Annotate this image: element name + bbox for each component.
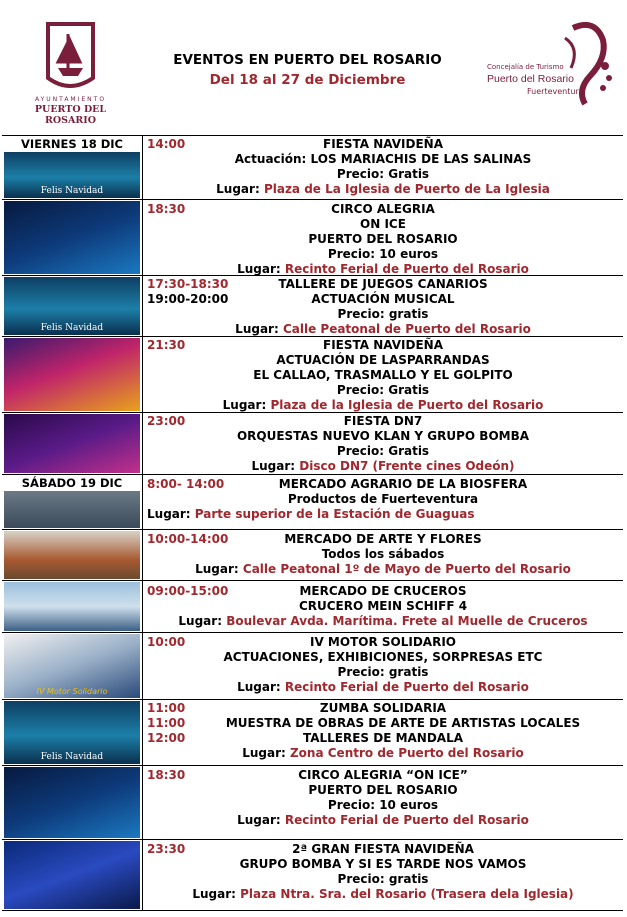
event-title: FIESTA DN7 xyxy=(343,414,423,428)
event-line: GRUPO BOMBA Y SI ES TARDE NOS VAMOS xyxy=(239,857,527,871)
event-details xyxy=(143,766,623,839)
event-time: 14:00 xyxy=(147,137,186,151)
table-row xyxy=(2,136,623,200)
event-line: EL CALLAO, TRASMALLO Y EL GOLPITO xyxy=(253,368,513,382)
location-value: Calle Peatonal 1º de Mayo de Puerto del Rosario xyxy=(242,562,571,576)
event-image-cell xyxy=(2,840,143,910)
event-location xyxy=(143,182,623,197)
thumb-caption: Felis Navidad xyxy=(40,323,104,333)
circus-poster-image xyxy=(4,201,140,274)
event-details xyxy=(143,530,623,580)
event-line: CRUCERO MEIN SCHIFF 4 xyxy=(298,599,468,613)
event-location xyxy=(143,746,623,761)
event-title: CIRCO ALEGRIA “ON ICE” xyxy=(298,768,468,782)
ayuntamiento-logo xyxy=(18,16,123,126)
event-location xyxy=(143,614,623,629)
table-row xyxy=(2,581,623,633)
location-label: Lugar: xyxy=(147,507,191,521)
turismo-line3: Fuerteventura xyxy=(527,87,584,96)
location-label: Lugar: xyxy=(237,262,281,276)
event-image-cell xyxy=(2,530,143,580)
table-row xyxy=(2,200,623,276)
event-price: Precio: Gratis xyxy=(336,167,430,181)
location-label: Lugar: xyxy=(195,562,239,576)
event-time: 23:30 xyxy=(147,842,186,856)
event-image-cell xyxy=(2,136,143,199)
thumb-caption: Felis Navidad xyxy=(40,186,104,196)
event-price: Precio: Gratis xyxy=(336,383,430,397)
event-details xyxy=(143,136,623,199)
event-time: 17:30-18:30 xyxy=(147,277,229,291)
event-line: Productos de Fuerteventura xyxy=(287,492,479,506)
event-details xyxy=(143,337,623,412)
location-label: Lugar: xyxy=(235,322,279,336)
event-time-2: 19:00-20:00 xyxy=(147,292,229,306)
event-time: 09:00-15:00 xyxy=(147,584,229,598)
event-line: ORQUESTAS NUEVO KLAN Y GRUPO BOMBA xyxy=(236,429,530,443)
event-details xyxy=(143,276,623,336)
table-row xyxy=(2,840,623,911)
event-time: 21:30 xyxy=(147,338,186,352)
event-title: FIESTA NAVIDEÑA xyxy=(323,338,443,352)
location-value: Recinto Ferial de Puerto del Rosario xyxy=(284,813,529,827)
location-value: Recinto Ferial de Puerto del Rosario xyxy=(284,262,529,276)
location-label: Lugar: xyxy=(251,459,296,473)
location-value: Calle Peatonal de Puerto del Rosario xyxy=(282,322,531,336)
motor-solidario-image xyxy=(4,634,140,698)
thumb-caption: IV Motor Solidario xyxy=(36,687,108,696)
event-line: Actuación: LOS MARIACHIS DE LAS SALINAS xyxy=(234,152,532,166)
location-label: Lugar: xyxy=(216,182,260,196)
event-title: ZUMBA SOLIDARIA xyxy=(319,701,447,715)
event-location xyxy=(143,459,623,474)
table-row xyxy=(2,413,623,475)
ship-emblem-icon xyxy=(18,16,123,96)
circus-poster-image xyxy=(4,767,140,838)
event-time: 18:30 xyxy=(147,768,186,782)
event-title: MERCADO DE ARTE Y FLORES xyxy=(284,532,482,546)
location-label: Lugar: xyxy=(222,398,267,412)
event-image-cell xyxy=(2,337,143,412)
event-line: ON ICE xyxy=(360,217,406,231)
turismo-line2: Puerto del Rosario xyxy=(487,73,574,85)
table-row xyxy=(2,337,623,413)
event-line: TALLERES DE MANDALA xyxy=(302,731,464,745)
table-row xyxy=(2,766,623,840)
thumb-caption: Felis Navidad xyxy=(40,752,104,762)
event-image-cell xyxy=(2,475,143,529)
location-value: Parte superior de la Estación de Guaguas xyxy=(194,507,475,521)
christmas-tree-image xyxy=(4,152,140,198)
event-location xyxy=(143,887,623,902)
event-details xyxy=(143,475,623,529)
event-title: MERCADO DE CRUCEROS xyxy=(299,584,467,598)
turismo-line1: Concejalía de Turismo xyxy=(487,63,564,71)
event-time: 8:00- 14:00 xyxy=(147,477,225,491)
event-price: Precio: 10 euros xyxy=(327,798,439,812)
location-label: Lugar: xyxy=(192,887,236,901)
event-location xyxy=(143,562,623,577)
event-details xyxy=(143,840,623,910)
location-value: Plaza Ntra. Sra. del Rosario (Trasera dela Iglesia) xyxy=(240,887,574,901)
event-time-3: 12:00 xyxy=(147,731,186,745)
day-label: SÁBADO 19 DIC xyxy=(2,475,142,491)
fiesta-poster-image xyxy=(4,338,140,411)
location-value: Plaza de la Iglesia de Puerto del Rosario xyxy=(270,398,544,412)
dn7-poster-image xyxy=(4,414,140,473)
table-row xyxy=(2,700,623,766)
event-title: 2ª GRAN FIESTA NAVIDEÑA xyxy=(292,842,474,856)
art-market-image xyxy=(4,531,140,579)
turismo-logo xyxy=(485,18,620,113)
location-label: Lugar: xyxy=(237,813,281,827)
event-details xyxy=(143,413,623,474)
event-image-cell xyxy=(2,581,143,632)
event-price: Precio: Gratis xyxy=(336,444,430,458)
event-details xyxy=(143,700,623,765)
event-image-cell xyxy=(2,276,143,336)
bus-station-image xyxy=(4,491,140,528)
event-time: 23:00 xyxy=(147,414,186,428)
event-image-cell xyxy=(2,766,143,839)
event-title: IV MOTOR SOLIDARIO xyxy=(310,635,456,649)
event-line: ACTUACIONES, EXHIBICIONES, SORPRESAS ETC xyxy=(223,650,543,664)
event-time: 11:00 xyxy=(147,701,186,715)
event-title: TALLERE DE JUEGOS CANARIOS xyxy=(278,277,488,291)
event-time: 18:30 xyxy=(147,202,186,216)
event-image-cell xyxy=(2,200,143,275)
events-table xyxy=(2,135,623,901)
event-location xyxy=(143,262,623,277)
table-row xyxy=(2,276,623,337)
event-price: Precio: gratis xyxy=(337,872,429,886)
event-price: Precio: gratis xyxy=(337,665,429,679)
event-time: 10:00-14:00 xyxy=(147,532,229,546)
event-image-cell xyxy=(2,700,143,765)
event-line: PUERTO DEL ROSARIO xyxy=(308,783,458,797)
table-row xyxy=(2,475,623,530)
location-value: Zona Centro de Puerto del Rosario xyxy=(289,746,524,760)
page-title-block xyxy=(140,52,475,88)
event-location xyxy=(143,322,623,337)
event-image-cell xyxy=(2,633,143,699)
event-price: Precio: 10 euros xyxy=(327,247,439,261)
location-value: Disco DN7 (Frente cines Odeón) xyxy=(299,459,515,473)
event-location xyxy=(143,398,623,413)
location-value: Plaza de La Iglesia de Puerto de La Iglesia xyxy=(263,182,550,196)
event-image-cell xyxy=(2,413,143,474)
event-details xyxy=(143,633,623,699)
christmas-tree-image xyxy=(4,701,140,764)
table-row xyxy=(2,530,623,581)
page-title: EVENTOS EN PUERTO DEL ROSARIO xyxy=(173,52,442,68)
event-line: ACTUACIÓN MUSICAL xyxy=(311,292,455,306)
logo-label-ayuntamiento: AYUNTAMIENTO xyxy=(34,96,107,103)
event-location xyxy=(147,507,623,522)
event-location xyxy=(143,680,623,695)
location-label: Lugar: xyxy=(242,746,286,760)
location-label: Lugar: xyxy=(237,680,281,694)
event-line: ACTUACIÓN DE LASPARRANDAS xyxy=(276,353,490,367)
page-header xyxy=(0,0,627,130)
event-title: CIRCO ALEGRIA xyxy=(331,202,435,216)
location-value: Recinto Ferial de Puerto del Rosario xyxy=(284,680,529,694)
location-value: Boulevar Avda. Marítima. Frete al Muelle de Cruceros xyxy=(226,614,588,628)
event-details xyxy=(143,200,623,275)
table-row xyxy=(2,633,623,700)
day-label: VIERNES 18 DIC xyxy=(2,136,142,152)
event-line: PUERTO DEL ROSARIO xyxy=(308,232,458,246)
event-line: MUESTRA DE OBRAS DE ARTE DE ARTISTAS LOCALES xyxy=(225,716,581,730)
event-details xyxy=(143,581,623,632)
event-price: Precio: gratis xyxy=(337,307,429,321)
location-label: Lugar: xyxy=(178,614,222,628)
event-title: MERCADO AGRARIO DE LA BIOSFERA xyxy=(278,477,528,491)
event-title: FIESTA NAVIDEÑA xyxy=(323,137,443,151)
event-location xyxy=(143,813,623,828)
event-line: Todos los sábados xyxy=(321,547,445,561)
page-subtitle: Del 18 al 27 de Diciembre xyxy=(209,72,406,88)
christmas-tree-image xyxy=(4,277,140,335)
cruise-ship-image xyxy=(4,582,140,631)
logo-label-puerto: PUERTO DEL ROSARIO xyxy=(34,104,107,126)
gran-fiesta-poster-image xyxy=(4,841,140,909)
event-time: 10:00 xyxy=(147,635,186,649)
event-time-2: 11:00 xyxy=(147,716,186,730)
